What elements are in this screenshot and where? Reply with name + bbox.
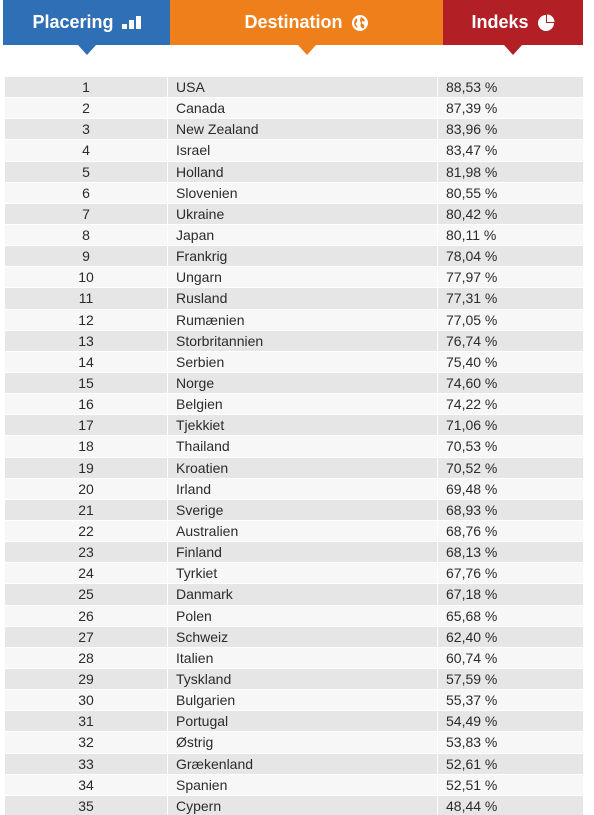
index-cell: 80,11 % — [446, 226, 497, 243]
table-row — [5, 183, 583, 204]
rank-cell: 2 — [5, 98, 168, 118]
rank-cell: 13 — [5, 331, 168, 351]
rank-cell: 29 — [5, 669, 168, 689]
rank-cell: 20 — [5, 479, 168, 499]
index-cell: 62,40 % — [446, 628, 498, 645]
destination-cell: Norge — [168, 373, 438, 393]
rank-cell: 21 — [5, 500, 168, 520]
destination-cell: Schweiz — [168, 627, 438, 647]
index-cell: 80,42 % — [446, 205, 498, 222]
index-cell: 67,76 % — [446, 565, 498, 582]
header-placement-pointer — [78, 45, 96, 55]
table-row — [5, 331, 583, 352]
rank-cell: 19 — [5, 458, 168, 478]
index-cell: 88,53 % — [446, 79, 498, 95]
table-row — [5, 267, 583, 288]
table-row — [5, 458, 583, 479]
index-cell: 81,98 % — [446, 163, 498, 180]
rank-cell: 7 — [5, 204, 168, 224]
destination-cell: Irland — [168, 479, 438, 499]
destination-cell: Slovenien — [168, 183, 438, 203]
table-header — [3, 0, 583, 45]
table-row — [5, 690, 583, 711]
destination-cell: Serbien — [168, 352, 438, 372]
rank-cell: 27 — [5, 627, 168, 647]
index-cell: 76,74 % — [446, 332, 498, 349]
header-destination[interactable] — [170, 0, 443, 45]
rank-cell: 16 — [5, 394, 168, 414]
index-cell: 77,97 % — [446, 269, 498, 286]
index-cell: 75,40 % — [446, 353, 498, 370]
rank-cell: 8 — [5, 225, 168, 245]
header-index-pointer — [504, 45, 522, 55]
destination-cell: Ukraine — [168, 204, 438, 224]
index-cell: 68,13 % — [446, 544, 498, 561]
index-cell: 52,51 % — [446, 776, 498, 793]
destination-cell: Italien — [168, 648, 438, 668]
index-cell: 53,83 % — [446, 734, 498, 751]
header-placement[interactable] — [3, 0, 170, 45]
destination-cell: Tjekkiet — [168, 415, 438, 435]
table-row — [5, 479, 583, 500]
rank-cell: 31 — [5, 711, 168, 731]
rank-cell: 17 — [5, 415, 168, 435]
destination-cell: Belgien — [168, 394, 438, 414]
table-row — [5, 98, 583, 119]
index-cell: 78,04 % — [446, 248, 498, 265]
index-cell: 74,60 % — [446, 374, 498, 391]
rank-cell: 32 — [5, 732, 168, 752]
index-cell: 83,96 % — [446, 121, 498, 138]
rank-cell: 3 — [5, 119, 168, 139]
destination-cell: Storbritannien — [168, 331, 438, 351]
rank-cell: 15 — [5, 373, 168, 393]
table-row — [5, 310, 583, 331]
rank-cell: 23 — [5, 542, 168, 562]
destination-cell: USA — [168, 77, 438, 97]
table-row — [5, 119, 583, 140]
rank-cell: 25 — [5, 584, 168, 604]
table-row — [5, 711, 583, 732]
destination-cell: Frankrig — [168, 246, 438, 266]
table-row — [5, 669, 583, 690]
destination-cell: Østrig — [168, 732, 438, 752]
index-cell: 57,59 % — [446, 670, 498, 687]
destination-cell: New Zealand — [168, 119, 438, 139]
index-cell: 65,68 % — [446, 607, 498, 624]
rank-cell: 34 — [5, 775, 168, 795]
table-row — [5, 521, 583, 542]
destination-cell: Rumænien — [168, 310, 438, 330]
destination-cell: Tyskland — [168, 669, 438, 689]
table-row — [5, 796, 583, 815]
table-row — [5, 627, 583, 648]
table-row — [5, 204, 583, 225]
index-cell: 68,93 % — [446, 501, 498, 518]
index-cell: 67,18 % — [446, 586, 498, 603]
rank-cell: 5 — [5, 162, 168, 182]
header-placement-label: Placering — [32, 12, 114, 32]
destination-cell: Holland — [168, 162, 438, 182]
table-row — [5, 606, 583, 627]
table-row — [5, 225, 583, 246]
table-row — [5, 373, 583, 394]
destination-cell: Australien — [168, 521, 438, 541]
table-row — [5, 394, 583, 415]
destination-cell: Thailand — [168, 436, 438, 456]
rank-cell: 9 — [5, 246, 168, 266]
table-row — [5, 732, 583, 753]
index-cell: 83,47 % — [446, 142, 498, 159]
rank-cell: 35 — [5, 796, 168, 815]
rank-cell: 26 — [5, 606, 168, 626]
table-row — [5, 542, 583, 563]
table-row — [5, 140, 583, 161]
table-row — [5, 436, 583, 457]
destination-cell: Tyrkiet — [168, 563, 438, 583]
index-cell: 77,05 % — [446, 311, 498, 328]
rank-cell: 24 — [5, 563, 168, 583]
index-cell: 70,52 % — [446, 459, 498, 476]
destination-cell: Canada — [168, 98, 438, 118]
header-index[interactable] — [443, 0, 583, 45]
rank-cell: 33 — [5, 754, 168, 774]
destination-cell: Japan — [168, 225, 438, 245]
rank-cell: 14 — [5, 352, 168, 372]
pie-chart-icon — [537, 14, 555, 32]
rank-cell: 22 — [5, 521, 168, 541]
rank-cell: 11 — [5, 288, 168, 308]
index-cell: 74,22 % — [446, 396, 498, 413]
index-cell: 60,74 % — [446, 649, 498, 666]
destination-cell: Sverige — [168, 500, 438, 520]
table-row — [5, 77, 583, 98]
index-cell: 68,76 % — [446, 522, 498, 539]
index-cell: 69,48 % — [446, 480, 498, 497]
index-cell: 87,39 % — [446, 100, 498, 117]
index-cell: 70,53 % — [446, 438, 498, 455]
rank-cell: 30 — [5, 690, 168, 710]
destination-cell: Kroatien — [168, 458, 438, 478]
index-cell: 52,61 % — [446, 755, 498, 772]
destination-cell: Cypern — [168, 796, 438, 815]
table-row — [5, 500, 583, 521]
destination-cell: Polen — [168, 606, 438, 626]
index-cell: 48,44 % — [446, 797, 498, 814]
table-row — [5, 648, 583, 669]
table-row — [5, 754, 583, 775]
globe-icon — [351, 14, 369, 32]
rank-cell: 4 — [5, 140, 168, 160]
destination-cell: Portugal — [168, 711, 438, 731]
destination-cell: Bulgarien — [168, 690, 438, 710]
table-row — [5, 415, 583, 436]
index-cell: 80,55 % — [446, 184, 498, 201]
ranking-table — [5, 77, 583, 815]
destination-cell: Grækenland — [168, 754, 438, 774]
index-cell: 71,06 % — [446, 417, 498, 434]
destination-cell: Finland — [168, 542, 438, 562]
index-cell: 77,31 % — [446, 290, 498, 307]
table-row — [5, 288, 583, 309]
rank-cell: 12 — [5, 310, 168, 330]
table-row — [5, 162, 583, 183]
rank-cell: 18 — [5, 436, 168, 456]
destination-cell: Ungarn — [168, 267, 438, 287]
destination-cell: Rusland — [168, 288, 438, 308]
rank-cell: 6 — [5, 183, 168, 203]
bar-chart-icon — [122, 16, 141, 29]
index-cell: 54,49 % — [446, 713, 498, 730]
header-destination-label: Destination — [244, 12, 343, 32]
table-row — [5, 563, 583, 584]
destination-cell: Danmark — [168, 584, 438, 604]
rank-cell: 1 — [5, 77, 168, 97]
rank-cell: 10 — [5, 267, 168, 287]
header-index-label: Indeks — [471, 12, 529, 32]
destination-cell: Israel — [168, 140, 438, 160]
rank-cell: 28 — [5, 648, 168, 668]
table-row — [5, 775, 583, 796]
table-row — [5, 584, 583, 605]
header-destination-pointer — [298, 45, 316, 55]
destination-cell: Spanien — [168, 775, 438, 795]
table-row — [5, 246, 583, 267]
index-cell: 55,37 % — [446, 692, 498, 709]
table-row — [5, 352, 583, 373]
